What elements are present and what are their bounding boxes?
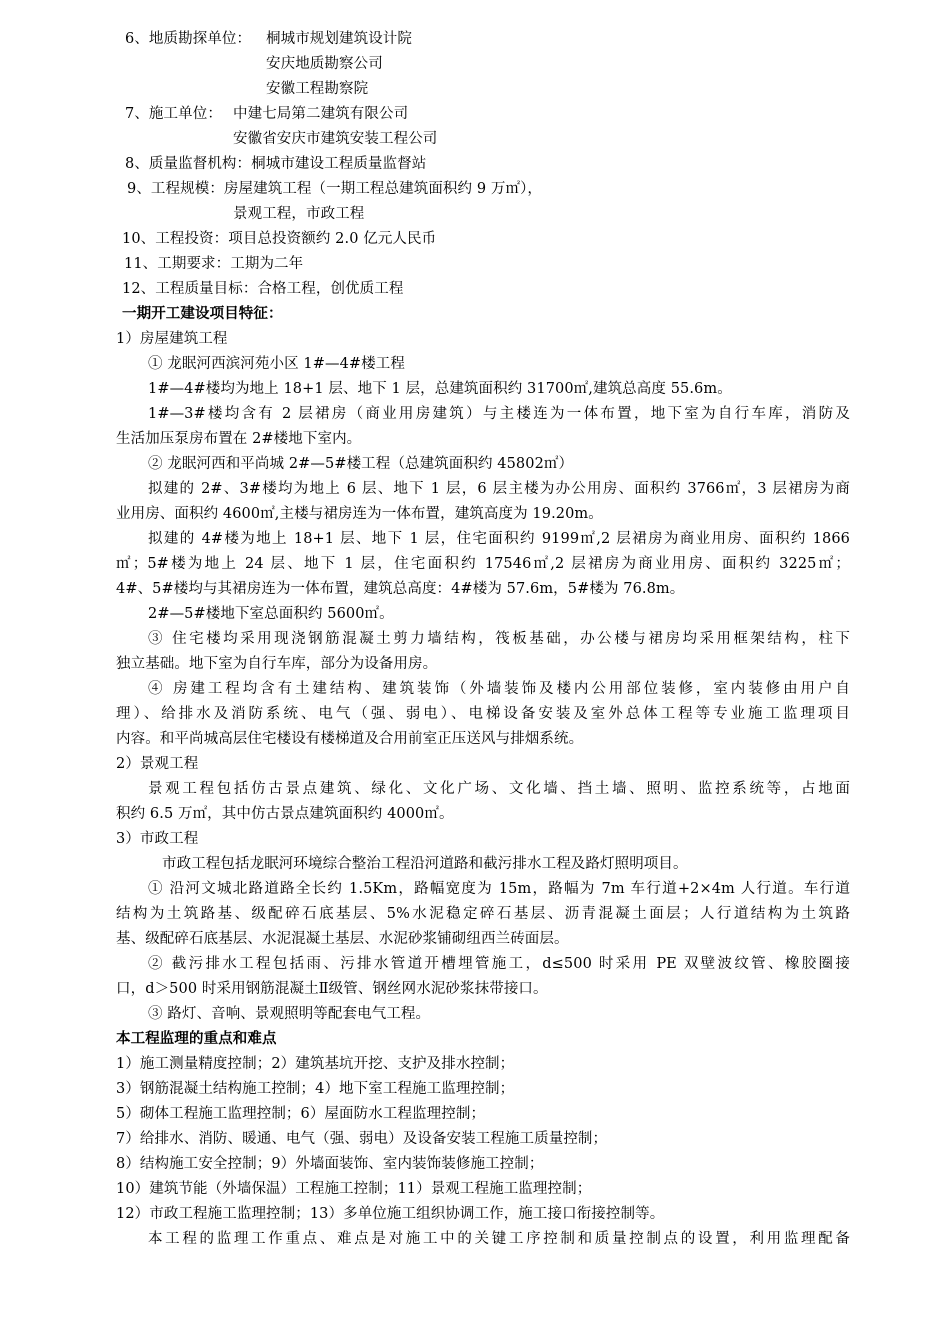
key-point-line: 10）建筑节能（外墙保温）工程施工控制；11）景观工程施工监理控制； xyxy=(116,1181,592,1197)
municipal-item-2-line-2: 口，d＞500 时采用钢筋混凝土Ⅱ级管、钢丝网水泥砂浆抹带接口。 xyxy=(116,981,548,997)
key-point-line: 3）钢筋混凝土结构施工控制；4）地下室工程施工监理控制； xyxy=(116,1081,515,1097)
key-point-line: 8）结构施工安全控制；9）外墙面装饰、室内装饰装修施工控制； xyxy=(116,1156,544,1172)
housing-item-4-line-2: 理）、给排水及消防系统、电气（强、弱电）、电梯设备安装及室外总体工程等专业施工监理项目 xyxy=(116,706,850,722)
municipal-item-1-line-3: 基、级配碎石底基层、水泥混凝土基层、水泥砂浆铺砌纽西兰砖面层。 xyxy=(116,931,569,947)
housing-item-3-line-2: 独立基础。地下室为自行车库，部分为设备用房。 xyxy=(116,656,438,672)
housing-item-1-title: ① 龙眠河西滨河苑小区 1#—4#楼工程 xyxy=(148,356,405,372)
landscape-line-2: 积约 6.5 万㎡，其中仿古景点建筑面积约 4000㎡。 xyxy=(116,806,454,822)
municipal-item-1-line-2: 结构为土筑路基、级配碎石底基层、5%水泥稳定碎石基层、沥青混凝土面层；人行道结构为土筑路 xyxy=(116,906,850,922)
key-point-line: 7）给排水、消防、暖通、电气（强、弱电）及设备安装工程施工质量控制； xyxy=(116,1131,608,1147)
municipal-item-2-line-1: ② 截污排水工程包括雨、污排水管道开槽埋管施工，d≤500 时采用 PE 双壁波纹管、橡胶圈接 xyxy=(148,956,850,972)
key-points-heading: 本工程监理的重点和难点 xyxy=(116,1030,277,1047)
key-point-line: 5）砌体工程施工监理控制；6）屋面防水工程监理控制； xyxy=(116,1106,486,1122)
period: 11、工期要求：工期为二年 xyxy=(124,256,304,272)
survey-unit-label: 6、地质勘探单位： xyxy=(125,31,252,47)
municipal-item-3: ③ 路灯、音响、景观照明等配套电气工程。 xyxy=(148,1006,431,1022)
quality-supervision: 8、质量监督机构：桐城市建设工程质量监督站 xyxy=(125,156,427,172)
survey-unit-1: 桐城市规划建筑设计院 xyxy=(266,31,412,47)
housing-item-1-para-2-line-1: 1#—3#楼均含有 2 层裙房（商业用房建筑）与主楼连为一体布置，地下室为自行车库，消防及 xyxy=(148,406,850,422)
survey-unit-2: 安庆地质勘察公司 xyxy=(266,56,383,72)
housing-item-3-line-1: ③ 住宅楼均采用现浇钢筋混凝土剪力墙结构，筏板基础，办公楼与裙房均采用框架结构，柱下 xyxy=(148,631,850,647)
scale-line-1: 9、工程规模：房屋建筑工程（一期工程总建筑面积约 9 万㎡）， xyxy=(127,181,543,197)
housing-item-2-para-2-line-1: 拟建的 4#楼为地上 18+1 层、地下 1 层，住宅面积约 9199㎡,2 层裙房为商业用房、面积约 1866 xyxy=(148,531,850,547)
key-point-line: 12）市政工程施工监理控制；13）多单位施工组织协调工作，施工接口衔接控制等。 xyxy=(116,1206,665,1222)
housing-item-2-para-1-line-2: 业用房、面积约 4600㎡,主楼与裙房连为一体布置，建筑高度为 19.20m。 xyxy=(116,506,603,522)
housing-item-4-line-1: ④ 房建工程均含有土建结构、建筑装饰（外墙装饰及楼内公用部位装修，室内装修由用户自 xyxy=(148,681,850,697)
housing-item-2-para-2-line-2: ㎡；5#楼为地上 24 层、地下 1 层，住宅面积约 17546㎡,2 层裙房为商业用房、面积约 3225㎡； xyxy=(116,556,850,572)
housing-title: 1）房屋建筑工程 xyxy=(116,331,228,347)
key-point-line: 1）施工测量精度控制；2）建筑基坑开挖、支护及排水控制； xyxy=(116,1056,515,1072)
landscape-title: 2）景观工程 xyxy=(116,756,199,772)
quality-goal: 12、工程质量目标：合格工程，创优质工程 xyxy=(122,281,404,297)
key-points-closing: 本工程的监理工作重点、难点是对施工中的关键工序控制和质量控制点的设置，利用监理配备 xyxy=(148,1231,850,1247)
housing-item-2-para-3: 2#—5#楼地下室总面积约 5600㎡。 xyxy=(148,606,394,622)
housing-item-2-title: ② 龙眠河西和平尚城 2#—5#楼工程（总建筑面积约 45802㎡） xyxy=(148,456,574,472)
municipal-intro: 市政工程包括龙眠河环境综合整治工程沿河道路和截污排水工程及路灯照明项目。 xyxy=(162,856,688,872)
municipal-title: 3）市政工程 xyxy=(116,831,199,847)
landscape-line-1: 景观工程包括仿古景点建筑、绿化、文化广场、文化墙、挡土墙、照明、监控系统等，占地面 xyxy=(148,781,850,797)
housing-item-1-para-2-line-2: 生活加压泵房布置在 2#楼地下室内。 xyxy=(116,431,362,447)
municipal-item-1-line-1: ① 沿河文城北路道路全长约 1.5Km，路幅宽度为 15m，路幅为 7m 车行道+2×4m 人行道。车行道 xyxy=(148,881,850,897)
housing-item-1-para-1: 1#—4#楼均为地上 18+1 层、地下 1 层，总建筑面积约 31700㎡,建筑总高度 55.6m。 xyxy=(148,381,732,397)
scale-line-2: 景观工程，市政工程 xyxy=(233,206,365,222)
housing-item-2-para-1-line-1: 拟建的 2#、3#楼均为地上 6 层、地下 1 层，6 层主楼为办公用房、面积约 3766㎡，3 层裙房为商 xyxy=(148,481,850,497)
construction-label: 7、施工单位： xyxy=(125,106,222,122)
construction-unit-1: 中建七局第二建筑有限公司 xyxy=(233,106,409,122)
features-heading: 一期开工建设项目特征： xyxy=(122,305,283,322)
housing-item-4-line-3: 内容。和平尚城高层住宅楼设有楼梯道及合用前室正压送风与排烟系统。 xyxy=(116,731,584,747)
investment: 10、工程投资：项目总投资额约 2.0 亿元人民币 xyxy=(122,231,437,247)
survey-unit-3: 安徽工程勘察院 xyxy=(266,81,369,97)
housing-item-2-para-2-line-3: 4#、5#楼均与其裙房连为一体布置，建筑总高度：4#楼为 57.6m，5#楼为 76.8m。 xyxy=(116,581,685,597)
construction-unit-2: 安徽省安庆市建筑安装工程公司 xyxy=(233,131,438,147)
